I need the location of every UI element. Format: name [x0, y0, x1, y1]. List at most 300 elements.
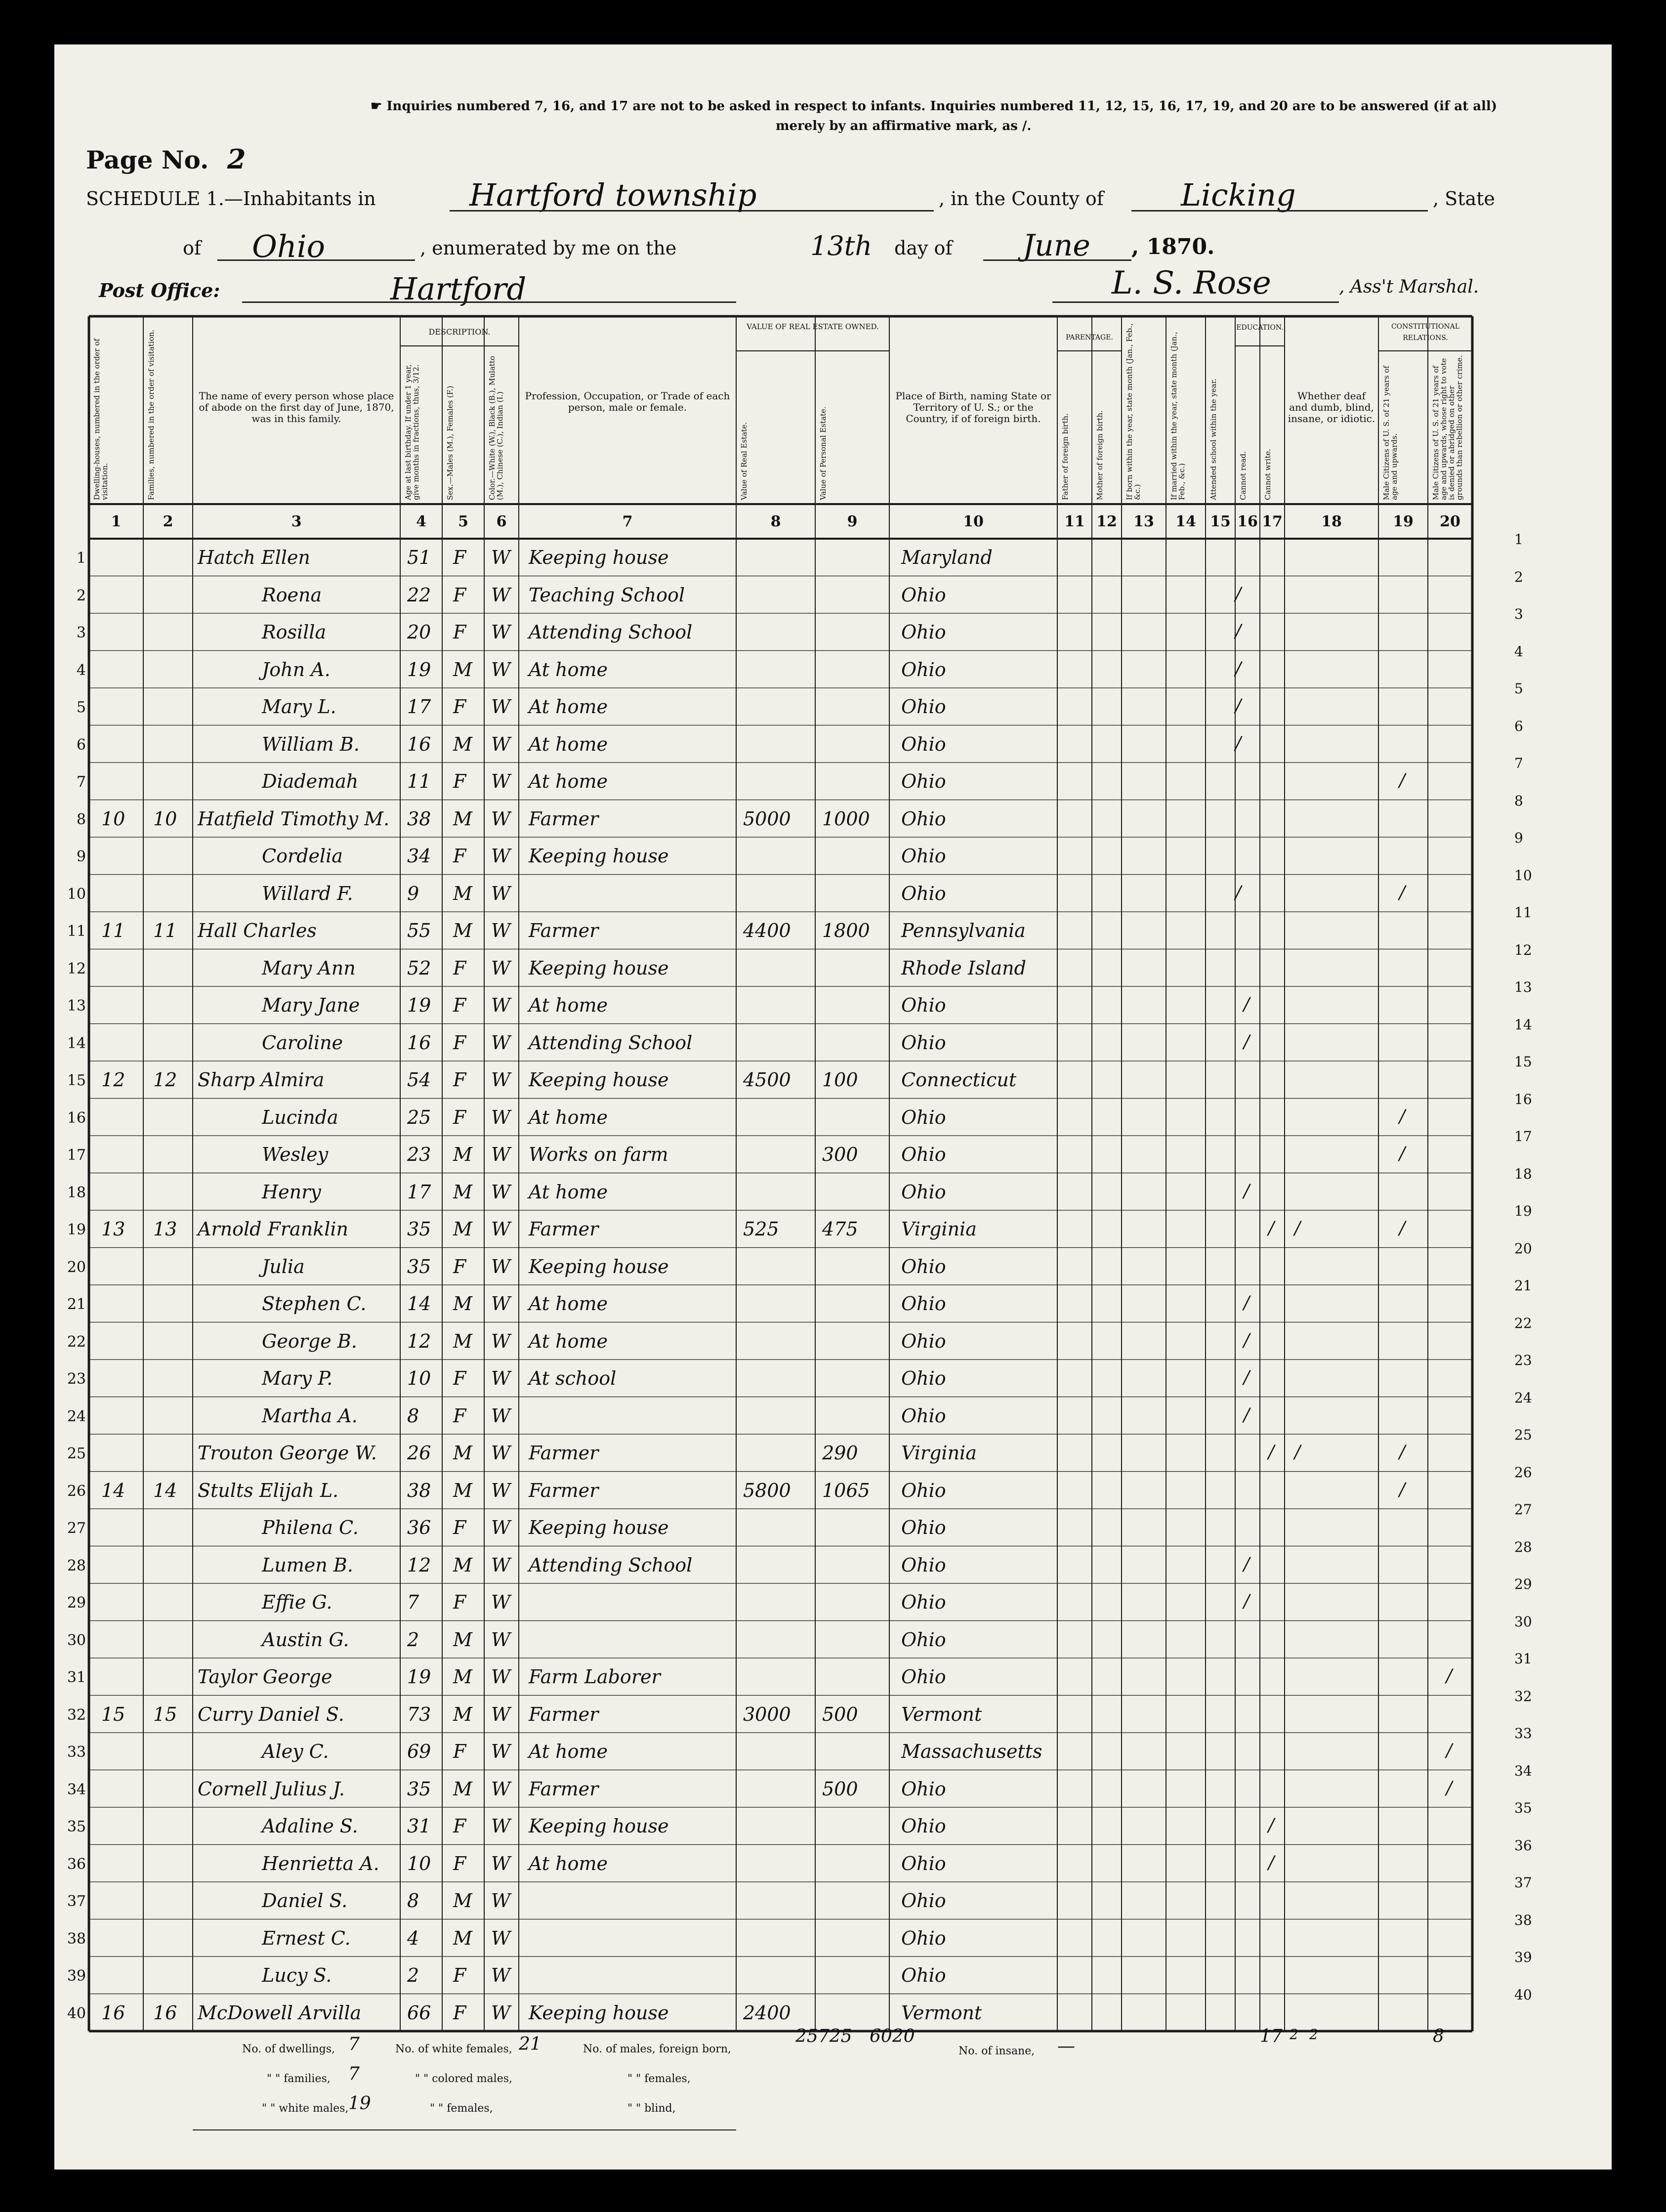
occupation: Keeping house	[529, 1517, 669, 1538]
col-number-11: 11	[1064, 513, 1085, 530]
line-number-right: 34	[1514, 1762, 1532, 1779]
line-number: 1	[76, 550, 86, 567]
color: W	[491, 1666, 511, 1688]
age: 34	[407, 845, 431, 867]
color: W	[491, 994, 511, 1016]
color: W	[491, 1703, 511, 1725]
age: 17	[407, 696, 431, 718]
dwellings-label: No. of dwellings,	[242, 2043, 335, 2055]
families-count: 7	[348, 2064, 360, 2084]
occupation: At home	[529, 658, 608, 681]
sex: F	[453, 994, 466, 1016]
age: 55	[407, 920, 431, 941]
age: 69	[407, 1741, 431, 1762]
dwellings-count: 7	[348, 2034, 360, 2054]
person-name: Trouton George W.	[198, 1442, 377, 1464]
age: 22	[407, 584, 431, 606]
age: 2	[407, 1628, 419, 1651]
color: W	[491, 920, 511, 941]
cannot-write-total: 2	[1290, 2026, 1298, 2042]
sex: F	[453, 770, 466, 792]
birthplace: Ohio	[901, 1890, 946, 1912]
birthplace: Ohio	[901, 733, 946, 755]
age: 8	[407, 1404, 419, 1427]
col-header-11: Father of foreign birth.	[1061, 413, 1070, 500]
col-number-13: 13	[1133, 513, 1154, 530]
col-number-10: 10	[963, 513, 984, 530]
color: W	[491, 584, 511, 606]
family-number: 10	[153, 808, 177, 830]
person-name: Taylor George	[198, 1666, 333, 1688]
birthplace: Ohio	[901, 1144, 946, 1165]
color: W	[491, 770, 511, 792]
col-header-9: Value of Personal Estate.	[819, 406, 828, 500]
mark-m20: /	[1446, 1741, 1453, 1761]
occupation: At home	[529, 1741, 608, 1762]
color: W	[491, 1741, 511, 1762]
sex: M	[453, 882, 472, 904]
family-number: 11	[153, 920, 177, 941]
sex: F	[453, 1106, 466, 1128]
personal-estate-value: 1065	[822, 1479, 870, 1501]
occupation: Farmer	[529, 1479, 599, 1501]
white-females-label: No. of white females,	[395, 2043, 512, 2055]
person-name: Mary Ann	[262, 957, 356, 979]
state-label: , State	[1433, 188, 1495, 210]
line-number-right: 38	[1514, 1912, 1532, 1928]
line-number-right: 6	[1514, 718, 1523, 734]
age: 19	[407, 658, 431, 681]
description-group: DESCRIPTION.	[428, 327, 491, 337]
township-value: Hartford township	[469, 177, 757, 213]
person-name: Curry Daniel S.	[198, 1703, 344, 1725]
color: W	[491, 696, 511, 718]
color: W	[491, 1628, 511, 1651]
sex: F	[453, 696, 466, 718]
birthplace: Virginia	[901, 1218, 977, 1240]
post-office-value: Hartford	[390, 271, 527, 307]
occupation: Farmer	[529, 1218, 599, 1240]
birthplace: Ohio	[901, 770, 946, 792]
birthplace: Rhode Island	[901, 957, 1026, 979]
person-name: Daniel S.	[262, 1890, 348, 1912]
age: 19	[407, 1666, 431, 1688]
col-header-19: Male Citizens of U. S. of 21 years of age and upwards.	[1382, 366, 1399, 500]
color: W	[491, 808, 511, 830]
occupation: At home	[529, 1852, 608, 1874]
real-estate-value: 4400	[743, 920, 791, 941]
age: 19	[407, 994, 431, 1016]
birthplace: Ohio	[901, 584, 946, 606]
col-header-17: Cannot write.	[1263, 448, 1272, 500]
line-number: 17	[67, 1147, 86, 1164]
age: 38	[407, 808, 431, 830]
personal-estate-value: 290	[822, 1442, 858, 1464]
sex: F	[453, 1591, 466, 1613]
line-number-right: 7	[1514, 755, 1523, 771]
birthplace: Connecticut	[901, 1069, 1017, 1091]
mark-m16: /	[1244, 1293, 1250, 1313]
line-number: 31	[67, 1669, 86, 1686]
col-number-20: 20	[1440, 513, 1460, 530]
color: W	[491, 1890, 511, 1912]
occupation: Attending School	[529, 621, 693, 643]
line-number: 15	[67, 1072, 86, 1089]
census-sheet	[54, 44, 1612, 2169]
col-header-4: Age at last birthday. If under 1 year, give months in fractions, thus, 3/12.	[404, 364, 420, 500]
family-number: 13	[153, 1218, 177, 1240]
person-name: Hatch Ellen	[198, 547, 310, 568]
age: 14	[407, 1293, 431, 1315]
mark-m17: /	[1268, 1442, 1275, 1462]
age: 54	[407, 1069, 431, 1091]
age: 20	[407, 621, 431, 643]
mark-m17: /	[1268, 1218, 1275, 1238]
age: 17	[407, 1181, 431, 1203]
sex: M	[453, 1181, 472, 1203]
real-estate-value: 5000	[743, 808, 791, 830]
enum-month: June	[1023, 228, 1090, 263]
age: 25	[407, 1106, 431, 1128]
sex: F	[453, 1069, 466, 1091]
birthplace: Ohio	[901, 1554, 946, 1576]
line-number: 3	[76, 624, 86, 641]
mark-m15: /	[1235, 696, 1242, 716]
person-name: Philena C.	[262, 1517, 359, 1538]
person-name: Julia	[262, 1255, 305, 1277]
education-group: EDUCATION.	[1236, 324, 1284, 332]
occupation: Keeping house	[529, 957, 669, 979]
occupation: Keeping house	[529, 1255, 669, 1277]
birthplace: Ohio	[901, 994, 946, 1016]
mark-m19: /	[1399, 1106, 1406, 1127]
color: W	[491, 1106, 511, 1128]
col-header-10: Place of Birth, naming State or Territory of U. S.; or the Country, if of foreign birth.	[895, 390, 1051, 425]
color: W	[491, 621, 511, 643]
line-number-right: 27	[1514, 1501, 1532, 1518]
col-number-6: 6	[496, 513, 507, 530]
age: 51	[407, 547, 431, 568]
personal-estate-value: 100	[822, 1069, 858, 1091]
person-name: Roena	[262, 584, 322, 606]
col-header-6: Color.—White (W.), Black (B.), Mulatto (M.), Chinese (C.), Indian (I.)	[488, 356, 504, 500]
col-number-17: 17	[1262, 513, 1283, 530]
line-number: 18	[67, 1184, 86, 1201]
person-name: Henrietta A.	[262, 1852, 379, 1874]
sex: M	[453, 1479, 472, 1501]
real-estate-total: 25725	[795, 2026, 852, 2046]
person-name: George B.	[262, 1330, 357, 1352]
line-number-right: 40	[1514, 1986, 1532, 2003]
sex: M	[453, 1890, 472, 1912]
cannot-read-total: 17	[1260, 2026, 1283, 2046]
age: 9	[407, 882, 419, 904]
line-number-right: 21	[1514, 1277, 1532, 1294]
sex: F	[453, 1367, 466, 1389]
col-header-20: Male Citizens of U. S. of 21 years of age and upwards, whose right to vote is denied or abridged on other grounds than rebellion or other crime.	[1431, 355, 1464, 500]
sex: F	[453, 547, 466, 568]
age: 26	[407, 1442, 431, 1464]
family-number: 14	[153, 1479, 177, 1501]
line-number-right: 15	[1514, 1054, 1532, 1070]
col-number-5: 5	[458, 513, 468, 530]
occupation: At home	[529, 1106, 608, 1128]
occupation: At school	[529, 1367, 617, 1389]
line-number: 38	[67, 1930, 86, 1948]
col-number-16: 16	[1237, 513, 1258, 530]
col-number-15: 15	[1210, 513, 1231, 530]
mark-m15: /	[1235, 658, 1242, 679]
real-estate-value: 525	[743, 1218, 779, 1240]
post-office-label: Post Office:	[99, 279, 220, 301]
county-value: Licking	[1181, 177, 1296, 213]
age: 35	[407, 1218, 431, 1240]
constitutional-group: CONSTITUTIONAL RELATIONS.	[1391, 323, 1460, 342]
line-number: 22	[67, 1333, 86, 1351]
color: W	[491, 1404, 511, 1427]
sex: M	[453, 1293, 472, 1315]
mark-m16: /	[1244, 1181, 1250, 1201]
line-number-right: 3	[1514, 606, 1523, 622]
color: W	[491, 1479, 511, 1501]
birthplace: Ohio	[901, 1666, 946, 1688]
families-label: " " families,	[267, 2073, 331, 2085]
line-number-right: 23	[1514, 1352, 1532, 1368]
sex: F	[453, 1517, 466, 1538]
colored-females-label: " " females,	[430, 2102, 493, 2115]
age: 66	[407, 2001, 431, 2024]
line-number: 8	[76, 810, 86, 828]
color: W	[491, 1591, 511, 1613]
sex: M	[453, 1554, 472, 1576]
color: W	[491, 957, 511, 979]
line-number-right: 17	[1514, 1128, 1532, 1145]
birthplace: Pennsylvania	[901, 920, 1026, 941]
mark-m19: /	[1399, 882, 1406, 903]
inquiries-note-2: merely by an affirmative mark, as /.	[776, 119, 1032, 133]
line-number-right: 10	[1514, 867, 1532, 884]
person-name: Lucinda	[262, 1106, 338, 1128]
mark-m16: /	[1244, 1591, 1250, 1612]
age: 36	[407, 1517, 431, 1538]
white-males-label: " " white males,	[262, 2102, 349, 2115]
real-estate-value: 2400	[743, 2001, 791, 2024]
color: W	[491, 1554, 511, 1576]
line-number-right: 32	[1514, 1688, 1532, 1704]
sex: F	[453, 1741, 466, 1762]
sex: F	[453, 845, 466, 867]
mark-m16: /	[1244, 1404, 1250, 1425]
dwelling-number: 15	[101, 1703, 125, 1725]
person-name: Wesley	[262, 1144, 329, 1165]
birthplace: Ohio	[901, 1778, 946, 1800]
line-number-right: 29	[1514, 1576, 1532, 1592]
line-number: 32	[67, 1706, 86, 1724]
col-number-1: 1	[111, 513, 122, 530]
person-name: Ernest C.	[262, 1927, 351, 1949]
sex: M	[453, 1927, 472, 1949]
line-number: 26	[67, 1482, 86, 1500]
color: W	[491, 1517, 511, 1538]
birthplace: Ohio	[901, 1255, 946, 1277]
sex: M	[453, 733, 472, 755]
occupation: Farmer	[529, 1703, 599, 1725]
line-number-right: 4	[1514, 643, 1523, 660]
schedule-label: SCHEDULE 1.—Inhabitants in	[86, 188, 376, 210]
person-name: Lumen B.	[262, 1554, 353, 1576]
foreign-males-label: No. of males, foreign born,	[583, 2043, 731, 2055]
line-number: 7	[76, 773, 86, 791]
person-name: Mary L.	[262, 696, 336, 718]
mark-m16: /	[1244, 1367, 1250, 1388]
mark-m19: /	[1399, 1479, 1406, 1500]
age: 12	[407, 1554, 431, 1576]
line-number: 6	[76, 736, 86, 754]
col-header-16: Cannot read.	[1239, 451, 1248, 500]
of-label: of	[183, 237, 201, 259]
line-number-right: 31	[1514, 1651, 1532, 1667]
occupation: Attending School	[529, 1554, 693, 1576]
occupation: At home	[529, 1330, 608, 1352]
occupation: Keeping house	[529, 2001, 669, 2024]
sex: F	[453, 1255, 466, 1277]
col-header-5: Sex.—Males (M.), Females (F.)	[446, 385, 455, 500]
birthplace: Ohio	[901, 1964, 946, 1986]
white-females-count: 21	[519, 2034, 541, 2054]
person-name: Sharp Almira	[198, 1069, 325, 1091]
age: 7	[407, 1591, 419, 1613]
occupation: Keeping house	[529, 1815, 669, 1837]
age: 52	[407, 957, 431, 979]
page-label-text: Page No.	[86, 145, 209, 174]
mark-m15: /	[1235, 584, 1242, 604]
line-number-right: 22	[1514, 1315, 1532, 1331]
dwelling-number: 16	[101, 2001, 125, 2024]
birthplace: Ohio	[901, 1479, 946, 1501]
deaf-blind-total: 2	[1309, 2026, 1318, 2042]
mark-m19: /	[1399, 1144, 1406, 1164]
line-number: 30	[67, 1631, 86, 1649]
line-number-right: 16	[1514, 1091, 1532, 1107]
occupation: Keeping house	[529, 1069, 669, 1091]
line-number: 2	[76, 587, 86, 604]
line-number: 19	[67, 1221, 86, 1238]
occupation: Keeping house	[529, 547, 669, 568]
person-name: Hatfield Timothy M.	[198, 808, 390, 830]
line-number-right: 13	[1514, 979, 1532, 995]
person-name: Arnold Franklin	[198, 1218, 348, 1240]
color: W	[491, 2001, 511, 2024]
occupation: At home	[529, 696, 608, 718]
person-name: Aley C.	[262, 1741, 329, 1762]
occupation: At home	[529, 1293, 608, 1315]
family-number: 12	[153, 1069, 177, 1091]
occupation: Works on farm	[529, 1144, 668, 1165]
line-number-right: 2	[1514, 568, 1523, 585]
sex: M	[453, 1218, 472, 1240]
line-number-right: 11	[1514, 904, 1532, 921]
occupation: Teaching School	[529, 584, 685, 606]
line-number: 35	[67, 1818, 86, 1835]
col-number-4: 4	[416, 513, 426, 530]
occupation: At home	[529, 1181, 608, 1203]
line-number: 29	[67, 1594, 86, 1612]
col-number-9: 9	[847, 513, 858, 530]
sex: M	[453, 920, 472, 941]
line-number: 10	[67, 885, 86, 903]
color: W	[491, 1218, 511, 1240]
sex: M	[453, 1666, 472, 1688]
color: W	[491, 1293, 511, 1315]
line-number-right: 33	[1514, 1725, 1532, 1742]
mark-m19: /	[1399, 1442, 1406, 1462]
colored-males-label: " " colored males,	[415, 2073, 513, 2085]
occupation: Attending School	[529, 1031, 693, 1054]
line-number: 21	[67, 1296, 86, 1313]
birthplace: Ohio	[901, 1927, 946, 1949]
occupation: Farmer	[529, 920, 599, 941]
birthplace: Vermont	[901, 1703, 982, 1725]
real-estate-group: VALUE OF REAL ESTATE OWNED.	[747, 322, 879, 331]
col-number-2: 2	[163, 513, 173, 530]
col-header-14: If married within the year, state month (Jan., Feb., &c.)	[1169, 332, 1186, 500]
line-number: 13	[67, 997, 86, 1015]
col-number-8: 8	[770, 513, 781, 530]
person-name: Cornell Julius J.	[198, 1778, 345, 1800]
col-header-15: Attended school within the year.	[1209, 379, 1218, 500]
birthplace: Ohio	[901, 658, 946, 681]
insane-label: No. of insane,	[958, 2045, 1035, 2057]
line-number: 27	[67, 1520, 86, 1537]
sex: F	[453, 1815, 466, 1837]
mark-m15: /	[1235, 621, 1242, 641]
line-number: 16	[67, 1109, 86, 1127]
enumerated-label: , enumerated by me on the	[420, 237, 677, 259]
line-number: 28	[67, 1557, 86, 1574]
sex: M	[453, 808, 472, 830]
age: 23	[407, 1144, 431, 1165]
blind-label: " " blind,	[627, 2102, 676, 2115]
col-number-18: 18	[1321, 513, 1342, 530]
person-name: Stults Elijah L.	[198, 1479, 339, 1501]
line-number-right: 19	[1514, 1203, 1532, 1219]
occupation: Keeping house	[529, 845, 669, 867]
mark-m16: /	[1244, 994, 1250, 1015]
page-number: 2	[227, 143, 246, 175]
birthplace: Ohio	[901, 1852, 946, 1874]
foreign-females-label: " " females,	[627, 2073, 691, 2085]
line-number-right: 30	[1514, 1613, 1532, 1630]
enum-day: 13th	[810, 230, 873, 261]
line-number: 24	[67, 1407, 86, 1425]
personal-estate-value: 500	[822, 1703, 858, 1725]
birthplace: Ohio	[901, 1815, 946, 1837]
person-name: John A.	[262, 658, 331, 681]
birthplace: Virginia	[901, 1442, 977, 1464]
line-number-right: 37	[1514, 1874, 1532, 1891]
line-number: 5	[76, 699, 86, 716]
color: W	[491, 882, 511, 904]
occupation: At home	[529, 733, 608, 755]
parentage-group: PARENTAGE.	[1066, 334, 1113, 341]
color: W	[491, 845, 511, 867]
line-number: 20	[67, 1258, 86, 1276]
line-number-right: 8	[1514, 792, 1523, 809]
line-number-right: 18	[1514, 1165, 1532, 1182]
family-number: 15	[153, 1703, 177, 1725]
person-name: Stephen C.	[262, 1293, 367, 1315]
personal-estate-value: 475	[822, 1218, 858, 1240]
